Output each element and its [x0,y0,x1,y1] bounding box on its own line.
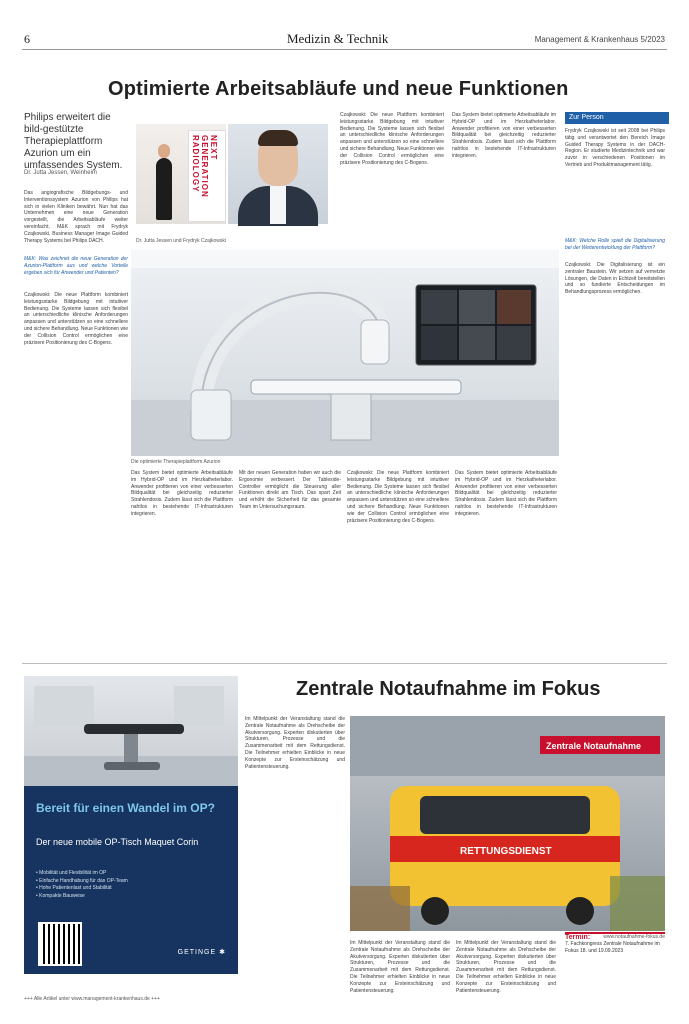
zur-person-text: Frydryk Czajkowski ist seit 2008 bei Philips tätig und verantwortet den Bereich Image Guided Therapy Systems in der DACH-Region. Er studierte Medizintechnik und war zuvor in verschiedenen Positionen im Vertrieb und Produktmanagement tätig. [565,128,665,168]
angiography-system-photo [131,250,559,456]
man-shirt [270,186,286,224]
footer-link[interactable]: +++ Alle Artikel unter www.management-krankenhaus.de +++ [24,996,160,1002]
header-rule [22,49,667,50]
article-column-right: Czajkowski: Die Digitalisierung ist ein zentraler Baustein. Wir setzen auf vernetzte Lösungen, die Daten in Echtzeit bereitstellen und so fundierte Entscheidungen im Behandlungsprozess ermöglichen. [565,262,665,296]
article-column-bottom-3: Czajkowski: Die neue Plattform kombiniert leistungsstarke Bildgebung mit intuitiver Bedienung. Die Systeme lassen sich flexibel an unterschiedliche klinische Anforderungen anpassen und unterstützen so eine schnellere und sichere Behandlung. Neue Funktionen wie der Collision Control ermöglichen eine präzisere Positionierung des C-Bogens. [347,470,450,524]
article-column-bottom-2: Mit der neuen Generation haben wir auch die Ergonomie verbessert. Der Tableside-Controller ermöglicht die Steuerung aller Funktionen direkt am Tisch. Das spart Zeit und erhöht die Sicherheit für das gesamte Team im Untersuchungsraum. [239,470,341,510]
section-title: Medizin & Technik [287,31,389,46]
banner-text: NEXT GENERATION RADIOLOGY [191,135,218,198]
article-column-top-2: Das System bietet optimierte Arbeitsabläufe im Hybrid-OP und im Herzkatheterlabor. Anwender profitieren von einer verbesserten Bildqualität bei gleichzeitig reduzierter Strahlendosis. Zudem lässt sich die Plattform nahtlos in bestehende IT-Infrastrukturen integrieren. [452,112,556,159]
operating-table-photo [24,676,238,786]
ad-bullet: • Hohe Patientenlast und Stabilität [36,885,112,891]
article2-column-2: Im Mittelpunkt der Veranstaltung stand die Zentrale Notaufnahme als Drehscheibe der Akutversorgung. Experten diskutierten über Strukturen, Prozesse und die Zusammenarbeit mit dem Rettungsdienst. Die Teilnehmer erhielten Einblicke in neue Konzepte zur Ersteinschätzung und Patientensteuerung. [350,940,450,994]
event-text: 7. Fachkongress Zentrale Notaufnahme im Fokus 18. und 19.09.2023 [565,941,660,954]
section-divider [22,663,667,664]
getinge-logo: GETINGE ✱ [177,949,226,956]
article-title: Optimierte Arbeitsabläufe und neue Funktionen [108,78,569,100]
zur-person-label: Zur Person [565,112,669,124]
article-column-left: Czajkowski: Die neue Plattform kombiniert leistungsstarke Bildgebung mit intuitiver Bedienung. Die Systeme lassen sich flexibel an unterschiedliche klinische Anforderungen anpassen und unterstützen so eine schnellere und sichere Behandlung. Neue Funktionen wie der Collision Control ermöglichen eine präzisere Positionierung des C-Bogens. [24,292,128,346]
portrait-photo-man [228,124,328,224]
interview-question-right: M&K: Welche Rolle spielt die Digitalisierung bei der Weiterentwicklung der Plattform? [565,238,665,251]
article-intro: Das angiografische Bildgebungs- und Interventionssystem Azurion von Philips hat sich in vielen Kliniken bewährt. Nun hat das Unternehmen eine neue Generation vorgestellt, die Arbeitsabläufe weiter vereinfacht. M&K sprach mit Frydryk Czajkowski, Business Manager Image Guided Therapy Systems bei Philips DACH. [24,190,128,244]
ad-headline: Bereit für einen Wandel im OP? [36,801,215,815]
woman-head [158,144,170,158]
man-hair [258,130,298,146]
building-sign: Zentrale Notaufnahme [546,741,642,751]
interview-question-left: M&K: Was zeichnet die neue Generation der Azurion-Plattform aus und welche Vorteile ergeben sich für Anwender und Patienten? [24,256,128,276]
ad-bullet: • Einfache Handhabung für das OP-Team [36,877,128,884]
ad-bullet: • Mobilität und Flexibilität im OP [36,870,107,876]
banner-stand [188,130,226,222]
ad-bullet-list [36,870,128,900]
qr-code-icon[interactable] [38,922,82,966]
portrait-caption: Dr. Jutta Jessen und Frydryk Czajkowski [136,238,227,244]
article-lead: Philips erweitert die bild-gestützte Therapieplattform Azurion um ein umfassendes System. [24,112,123,171]
magazine-issue: Management & Krankenhaus 5/2023 [534,35,665,44]
vehicle-lettering: RETTUNGSDIENST [460,846,552,857]
article-column-bottom-4: Das System bietet optimierte Arbeitsabläufe im Hybrid-OP und im Herzkatheterlabor. Anwender profitieren von einer verbesserten Bildqualität bei gleichzeitig reduzierter Strahlendosis. Zudem lässt sich die Plattform nahtlos in bestehende IT-Infrastrukturen integrieren. [455,470,557,517]
angiography-scene [131,250,559,456]
advertisement[interactable] [24,676,238,974]
event-label: Termin: [565,934,591,941]
article-column-bottom-1: Das System bietet optimierte Arbeitsabläufe im Hybrid-OP und im Herzkatheterlabor. Anwender profitieren von einer verbesserten Bildqualität bei gleichzeitig reduzierter Strahlendosis. Zudem lässt sich die Plattform nahtlos in bestehende IT-Infrastrukturen integrieren. [131,470,233,517]
ambulance-photo [350,716,665,931]
article-column-top-1: Czajkowski: Die neue Plattform kombiniert leistungsstarke Bildgebung mit intuitiver Bedienung. Die Systeme lassen sich flexibel an unterschiedliche klinische Anforderungen anpassen und unterstützen so eine schnellere und sichere Behandlung. Neue Funktionen wie der Collision Control ermöglichen eine präzisere Positionierung des C-Bogens. [340,112,444,166]
event-box [565,932,665,974]
page-number: 6 [24,32,30,46]
article2-column-1: Im Mittelpunkt der Veranstaltung stand die Zentrale Notaufnahme als Drehscheibe der Akutversorgung. Experten diskutierten über Strukturen, Prozesse und die Zusammenarbeit mit dem Rettungsdienst. Die Teilnehmer erhielten Einblicke in neue Konzepte zur Ersteinschätzung und Patientensteuerung. [245,716,345,770]
portrait-photo-woman [136,124,226,224]
article-author: Dr. Jutta Jessen, Weinheim [24,170,97,176]
article2-column-3: Im Mittelpunkt der Veranstaltung stand die Zentrale Notaufnahme als Drehscheibe der Akutversorgung. Experten diskutierten über Strukturen, Prozesse und die Zusammenarbeit mit dem Rettungsdienst. Die Teilnehmer erhielten Einblicke in neue Konzepte zur Ersteinschätzung und Patientensteuerung. [456,940,556,994]
ad-bullet: • Kompakte Bauweise [36,892,85,899]
woman-figure [156,158,172,220]
ambulance-scene [350,716,665,931]
operating-table-scene [24,676,238,786]
ad-subline: Der neue mobile OP-Tisch Maquet Corin [36,837,199,847]
article2-title: Zentrale Notaufnahme im Fokus [296,678,601,700]
ambulance-caption: www.notaufnahme-fokus.de [603,934,665,940]
hero-caption: Die optimierte Therapieplattform Azurion [131,459,221,465]
